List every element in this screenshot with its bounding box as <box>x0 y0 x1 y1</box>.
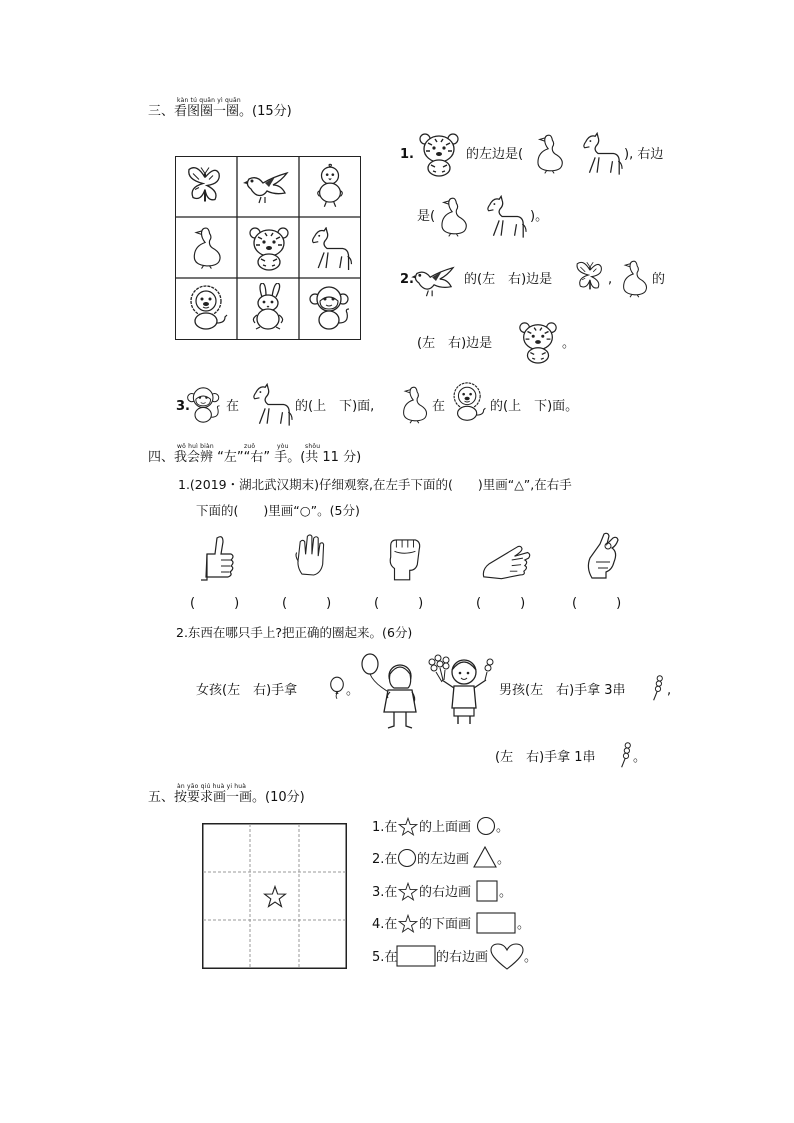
butterfly-icon <box>185 163 225 209</box>
circle-shape-icon <box>397 848 417 868</box>
answer-paren-5[interactable]: ( ) <box>572 596 622 611</box>
animal-grid <box>175 156 361 340</box>
answer-paren-4[interactable]: ( ) <box>476 596 526 611</box>
girl-text-end: 。 <box>346 683 360 698</box>
goose-icon <box>436 193 470 239</box>
triangle-shape-icon <box>473 846 497 868</box>
instr3-c: 。 <box>499 885 513 900</box>
goose-icon <box>532 130 566 176</box>
q2-text-a: 的(左 右)边是 <box>464 272 553 287</box>
instr2-c: 。 <box>497 852 511 867</box>
balloon-icon <box>328 676 346 700</box>
instr2-a: 2.在 <box>372 852 398 867</box>
bird-icon <box>411 262 459 300</box>
q1-text-b: ), 右边 <box>624 147 664 162</box>
section4-heading: 四、我会辨 “左”“右” 手。(共 11 分) <box>148 450 362 465</box>
answer-paren-1[interactable]: ( ) <box>190 596 240 611</box>
lion-icon <box>448 382 488 422</box>
pointing-hand-icon <box>480 540 536 580</box>
boy-text: 男孩(左 右)手拿 3串 <box>499 683 626 698</box>
section4-q1-line2: 下面的( )里画“○”。(5分) <box>196 503 360 518</box>
instr5-b: 的右边画 <box>436 950 489 965</box>
horse-icon <box>480 195 528 239</box>
boy-text-end-2: 。 <box>633 750 647 765</box>
instr5-a: 5.在 <box>372 950 398 965</box>
q1-text-d: )。 <box>530 209 549 224</box>
section4-pinyin-4: shǒu <box>305 443 321 450</box>
instr2-b: 的左边画 <box>417 852 470 867</box>
horse-icon <box>246 383 294 427</box>
q3-text-d: 的(上 下)面。 <box>490 399 579 414</box>
q3-number: 3. <box>176 399 190 414</box>
skewer-icon <box>651 674 665 702</box>
heart-shape-icon <box>490 943 524 971</box>
q2-comma: , <box>608 272 613 287</box>
section4-pinyin-3: yòu <box>277 443 289 450</box>
section4-q2: 2.东西在哪只手上?把正确的圈起来。(6分) <box>176 625 413 640</box>
instr4-a: 4.在 <box>372 917 398 932</box>
q2-text-c: (左 右)边是 <box>417 336 493 351</box>
horse-icon <box>576 132 624 176</box>
lion-icon <box>184 285 230 331</box>
goose-icon <box>188 223 224 271</box>
instr4-c: 。 <box>517 917 531 932</box>
q3-text-b: 的(上 下)面, <box>295 399 375 414</box>
answer-paren-3[interactable]: ( ) <box>374 596 424 611</box>
open-palm-hand-icon <box>293 532 329 582</box>
goose-icon <box>398 382 430 426</box>
skewer-icon <box>619 741 633 769</box>
ok-hand-icon <box>584 532 624 582</box>
instr1-c: 。 <box>496 820 510 835</box>
section3-heading: 三、看图圈一圈。(15分) <box>148 104 292 119</box>
horse-icon <box>304 227 354 271</box>
rectangle-shape-icon <box>476 912 516 934</box>
butterfly-icon <box>574 257 606 297</box>
star-icon <box>398 817 418 837</box>
q2-text-b: 的 <box>652 272 666 287</box>
thumb-up-hand-icon <box>197 532 237 582</box>
answer-paren-2[interactable]: ( ) <box>282 596 332 611</box>
q3-text-c: 在 <box>432 399 446 414</box>
boy-text-end: , <box>667 683 672 698</box>
section4-pinyin-1: wǒ huì biàn <box>177 443 214 450</box>
boy-text-2: (左 右)手拿 1串 <box>495 750 596 765</box>
instr1-a: 1.在 <box>372 820 398 835</box>
tiger-icon <box>416 131 462 177</box>
instr4-b: 的下面画 <box>419 917 472 932</box>
q2-text-d: 。 <box>562 336 576 351</box>
instr5-c: 。 <box>524 950 538 965</box>
tiger-icon <box>246 225 292 271</box>
rectangle-shape-icon <box>396 945 436 967</box>
goose-icon <box>618 256 650 300</box>
girl-boy-illustration <box>360 652 494 736</box>
instr1-b: 的上面画 <box>419 820 472 835</box>
q3-text-a: 在 <box>226 399 240 414</box>
q1-text-a: 的左边是( <box>466 147 524 162</box>
circle-shape-icon <box>476 816 496 836</box>
section4-q1-line1: 1.(2019・湖北武汉期末)仔细观察,在左手下面的( )里画“△”,在右手 <box>178 477 572 492</box>
girl-text: 女孩(左 右)手拿 <box>196 683 298 698</box>
q1-text-c: 是( <box>417 209 436 224</box>
fist-hand-icon <box>385 534 423 582</box>
star-icon <box>398 882 418 902</box>
q2-number: 2. <box>400 272 414 287</box>
bird-icon <box>243 167 293 207</box>
rabbit-icon <box>248 283 288 331</box>
q1-number: 1. <box>400 147 414 162</box>
instr3-a: 3.在 <box>372 885 398 900</box>
section5-pinyin: àn yāo qiú huà yi huà <box>177 783 247 790</box>
star-icon <box>263 885 287 909</box>
section5-heading: 五、按要求画一画。(10分) <box>148 790 305 805</box>
section4-pinyin-2: zuǒ <box>244 443 256 450</box>
chick-icon <box>313 163 347 209</box>
monkey-icon <box>186 386 222 424</box>
section3-pinyin: kàn tú quān yì quān <box>177 97 241 104</box>
star-icon <box>398 914 418 934</box>
tiger-icon <box>516 320 560 364</box>
monkey-icon <box>308 285 352 331</box>
square-shape-icon <box>476 880 498 902</box>
drawing-grid[interactable] <box>202 823 347 969</box>
instr3-b: 的右边画 <box>419 885 472 900</box>
